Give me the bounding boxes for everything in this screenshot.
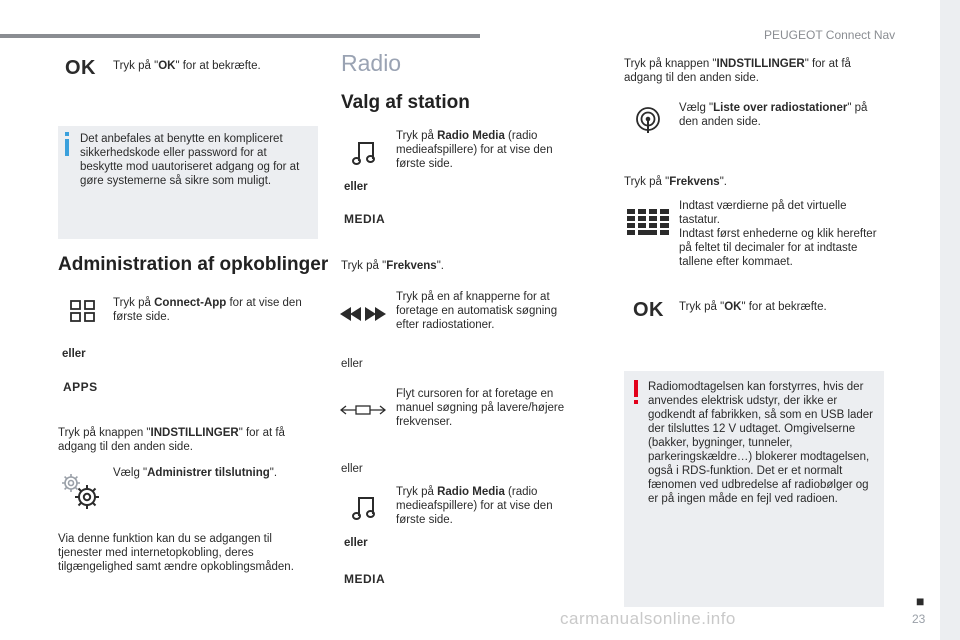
radio-list-icon (635, 106, 661, 134)
ok-icon: OK (633, 299, 664, 321)
keypad-instruction-line-2: Indtast først enhederne og klik herefter på feltet til decimaler for at indtaste tallene efter kommaet. (679, 228, 877, 268)
keypad-instruction-line-1: Indtast værdierne på det virtuelle tastatur. (679, 200, 847, 226)
or-label: eller (62, 348, 86, 360)
settings-instruction: Tryk på knappen "INDSTILLINGER" for at få adgang til den anden side. (58, 427, 285, 453)
warning-icon (632, 380, 640, 404)
watermark: carmanualsonline.info (560, 609, 736, 628)
ok-instruction: Tryk på "OK" for at bekræfte. (679, 301, 827, 313)
radio-title: Radio (341, 50, 402, 76)
frequency-slider-icon (340, 403, 386, 417)
apps-label: APPS (63, 380, 98, 394)
warning-box (624, 371, 884, 607)
settings-instruction: Tryk på knappen "INDSTILLINGER" for at få adgang til den anden side. (624, 58, 851, 84)
warning-text: Radiomodtagelsen kan forstyrres, hvis der anvendes elektrisk udstyr, der ikke er godkendt af fabrikken, så som en USB lader der tilsluttes 12 V udtaget. Omgivelserne (bakker, bygninger, tunneler, parkeringskældre…) blokerer modtagelsen, også i RDS-funktion. Det er et normalt fænomen ved udbredelse af radiobølger og er på ingen måde en fejl ved radioen. (648, 381, 874, 505)
admin-heading: Administration af opkoblinger (58, 254, 329, 275)
ok-instruction: Tryk på "OK" for at bekræfte. (113, 60, 261, 72)
or-label: eller (344, 537, 368, 549)
radio-media-instruction: Tryk på Radio Media (radio medieafspillere) for at vise den første side. (396, 130, 553, 170)
media-label: MEDIA (344, 212, 386, 226)
connections-description: Via denne funktion kan du se adgangen til tjenester med internetopkobling, deres tilgængelighed samt ændre opkoblingsmåden. (58, 533, 294, 573)
frequency-instruction: Tryk på "Frekvens". (341, 260, 444, 272)
info-text: Det anbefales at benytte en kompliceret sikkerhedskode eller password for at beskytte mod uautoriseret adgang og for at gøre systemerne så sikre som muligt. (80, 133, 300, 187)
info-box (58, 126, 318, 239)
frequency-instruction: Tryk på "Frekvens". (624, 176, 727, 188)
station-heading: Valg af station (341, 92, 470, 113)
seek-arrows-icon (340, 306, 386, 322)
connect-app-icon (70, 300, 96, 322)
header-rule (0, 34, 480, 38)
info-icon (63, 132, 71, 156)
seek-instruction: Tryk på en af knapperne for at foretage en automatisk søgning efter radiostationer. (396, 291, 558, 331)
keypad-instruction (679, 199, 879, 269)
connect-app-instruction: Tryk på Connect-App for at vise den første side. (113, 297, 302, 323)
or-text: eller (341, 463, 363, 475)
or-text: eller (341, 358, 363, 370)
header-title: PEUGEOT Connect Nav (764, 28, 896, 42)
radio-list-instruction: Vælg "Liste over radiostationer" på den anden side. (679, 102, 868, 128)
ok-icon: OK (65, 57, 96, 79)
manage-connections-instruction: Vælg "Administrer tilslutning". (113, 467, 278, 479)
page-number: 23 (912, 612, 926, 626)
page-marker: ■ (916, 593, 925, 609)
keypad-icon (627, 209, 669, 235)
settings-gears-icon (60, 472, 102, 512)
radio-media-instruction-2: Tryk på Radio Media (radio medieafspillere) for at vise den første side. (396, 486, 553, 526)
music-note-icon (352, 495, 376, 521)
side-strip (940, 0, 960, 640)
or-label: eller (344, 181, 368, 193)
music-note-icon (352, 140, 376, 166)
media-label: MEDIA (344, 572, 386, 586)
slider-instruction: Flyt cursoren for at foretage en manuel søgning på lavere/højere frekvenser. (396, 388, 565, 428)
